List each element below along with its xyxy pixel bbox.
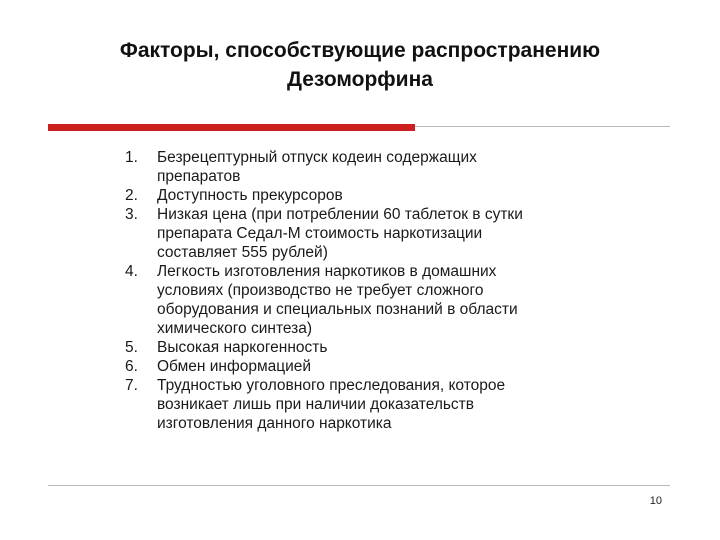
slide-title	[40, 36, 680, 94]
list-item-7	[120, 376, 590, 433]
list-item-line: препаратов	[157, 168, 241, 185]
list-item-number: 4.	[125, 263, 138, 280]
list-item-number: 7.	[125, 377, 138, 394]
list-item-text	[157, 262, 590, 338]
title-accent-bar	[48, 124, 415, 131]
list-item-line: Легкость изготовления наркотиков в домашних	[157, 263, 497, 280]
list-item-3	[120, 205, 590, 262]
list-item-number: 3.	[125, 206, 138, 223]
list-item-line: составляет 555 рублей)	[157, 244, 328, 261]
list-item-6	[120, 357, 590, 376]
list-item-line: возникает лишь при наличии доказательств	[157, 396, 475, 413]
list-item-line: препарата Седал-М стоимость наркотизации	[157, 225, 483, 242]
list-item-line: Трудностью уголовного преследования, которое	[157, 377, 506, 394]
list-item-4	[120, 262, 590, 338]
list-item-line: Обмен информацией	[157, 358, 312, 375]
list-item-number: 5.	[125, 339, 138, 356]
footer-divider-line	[48, 485, 670, 486]
page-number: 10	[649, 495, 662, 507]
list-item-line: Высокая наркогенность	[157, 339, 328, 356]
list-item-text	[157, 205, 590, 262]
slide-title-line-1: Факторы, способствующие распространению	[119, 39, 601, 62]
list-item-number: 1.	[125, 149, 138, 166]
list-item-text	[157, 148, 590, 186]
list-item-2	[120, 186, 590, 205]
list-item-5	[120, 338, 590, 357]
list-item-number: 2.	[125, 187, 138, 204]
list-item-line: Доступность прекурсоров	[157, 187, 343, 204]
list-item-1	[120, 148, 590, 186]
slide-title-line-2: Дезоморфина	[287, 68, 433, 91]
list-item-line: оборудования и специальных познаний в области	[157, 301, 518, 318]
list-item-line: условиях (производство не требует сложного	[157, 282, 484, 299]
list-item-text	[157, 338, 590, 357]
list-item-line: Безрецептурный отпуск кодеин содержащих	[157, 149, 477, 166]
list-item-number: 6.	[125, 358, 138, 375]
factors-list	[120, 148, 590, 433]
list-item-line: Низкая цена (при потреблении 60 таблеток в сутки	[157, 206, 523, 223]
list-item-line: химического синтеза)	[157, 320, 313, 337]
list-item-text	[157, 186, 590, 205]
list-item-text	[157, 376, 590, 433]
list-item-line: изготовления данного наркотика	[157, 415, 392, 432]
list-item-text	[157, 357, 590, 376]
